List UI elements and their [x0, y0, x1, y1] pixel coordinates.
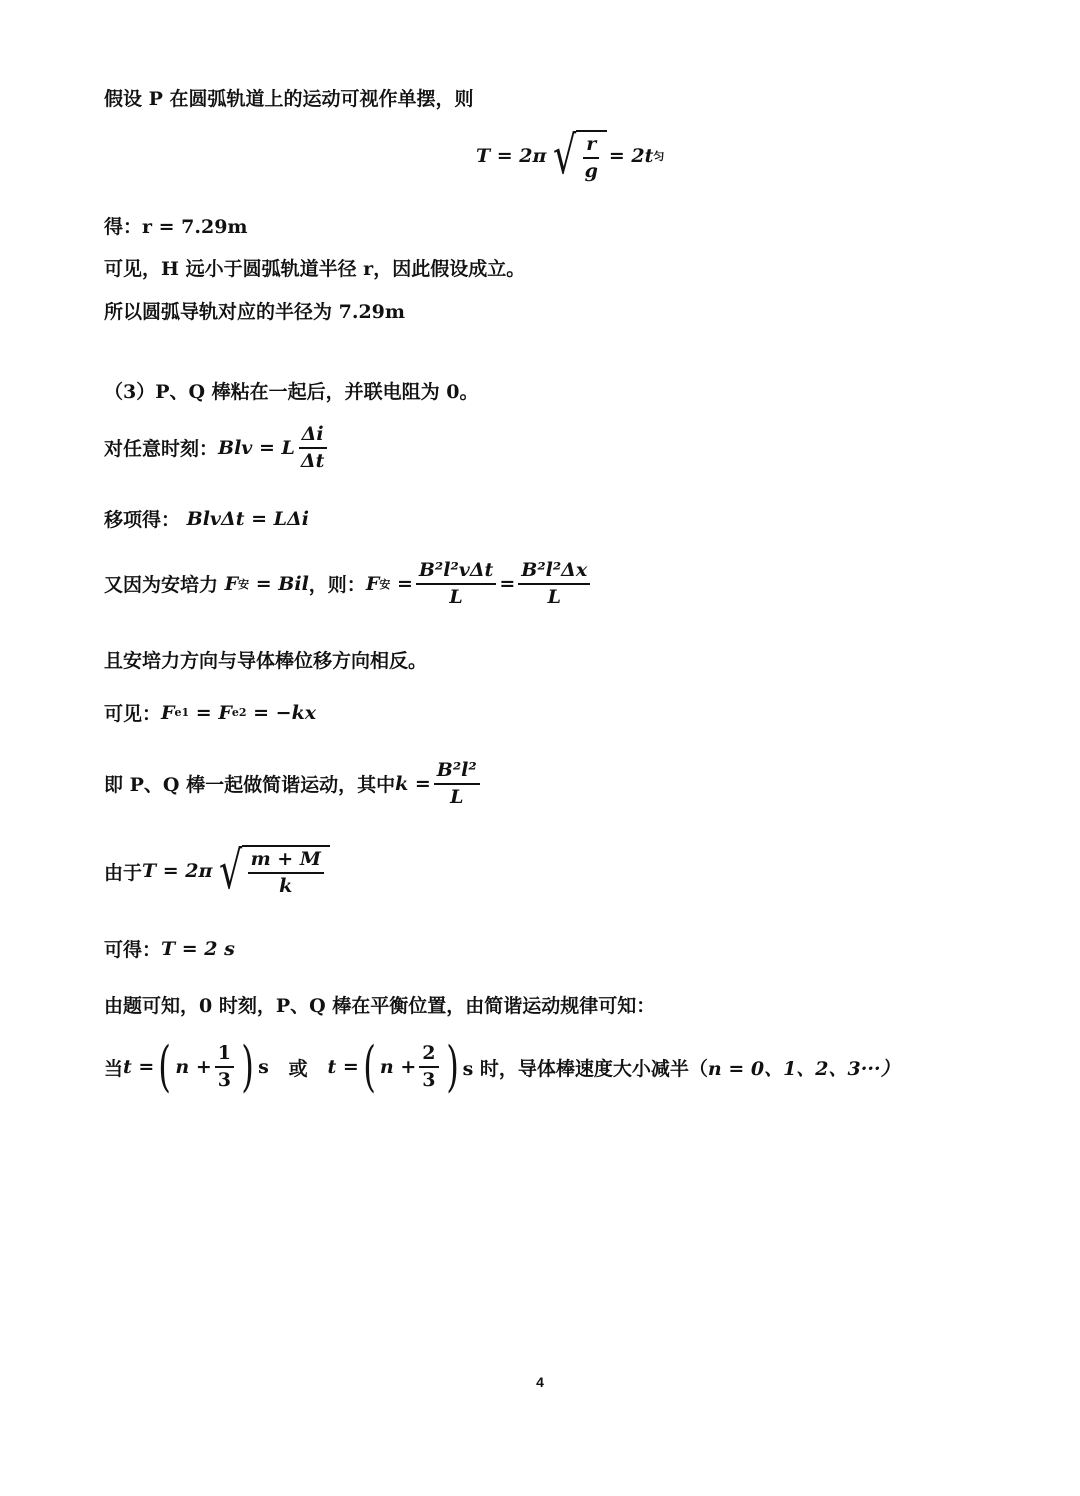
line-equilibrium: 由题可知，0 时刻，P、Q 棒在平衡位置，由简谐运动规律可知：: [104, 995, 656, 1017]
line-shm-k: 即 P、Q 棒一起做简谐运动，其中 k = $\frac{\text{B²l²}}{L}$: [104, 760, 483, 808]
line-force-direction: 且安培力方向与导体棒位移方向相反。: [104, 650, 428, 672]
line-assumption: 假设 P 在圆弧轨道上的运动可视作单摆，则: [104, 88, 474, 110]
equation-pendulum-period: T = 2π √ $\frac{r}{g}$ = 2t 匀: [476, 126, 665, 186]
line-radius-conclusion: 所以圆弧导轨对应的半径为 7.29m: [104, 301, 405, 323]
line-period-result: 可得： T = 2 s: [104, 937, 235, 961]
line-rearrange: 移项得： BlvΔt = LΔi: [104, 507, 309, 531]
line-any-moment: 对任意时刻： Blv = L $\frac{\Delta i}{\Delta t}$: [104, 424, 330, 472]
line-part3-heading: （3）P、Q 棒粘在一起后，并联电阻为 0。: [104, 381, 479, 403]
line-ampere-force: 又因为安培力 F 安 = Bil ，则： F 安 = $\frac{\text{B²l²vΔt}}{L}$ = $\frac{\text{B²l²Δx}}{L}$: [104, 560, 593, 608]
page-number: 4: [536, 1374, 544, 1390]
sqrt-r-over-g: √ $\frac{r}{g}$: [548, 130, 606, 182]
line-radius-result: 得：r = 7.29m: [104, 216, 248, 238]
line-time-answer: 当 t = ( n + $\frac{1}{3}$ ) s 或 t = ( n + $\frac{2}{3}$ ) s 时，导体棒速度大小减半（ n = 0、1、2、3···）: [104, 1035, 900, 1098]
line-restoring-force: 可见： F e1 = F e2 = −kx: [104, 701, 317, 725]
line-shm-period: 由于 T = 2π √ $\frac{m + M}{k}$: [104, 845, 332, 897]
line-h-much-smaller: 可见，H 远小于圆弧轨道半径 r，因此假设成立。: [104, 258, 526, 280]
